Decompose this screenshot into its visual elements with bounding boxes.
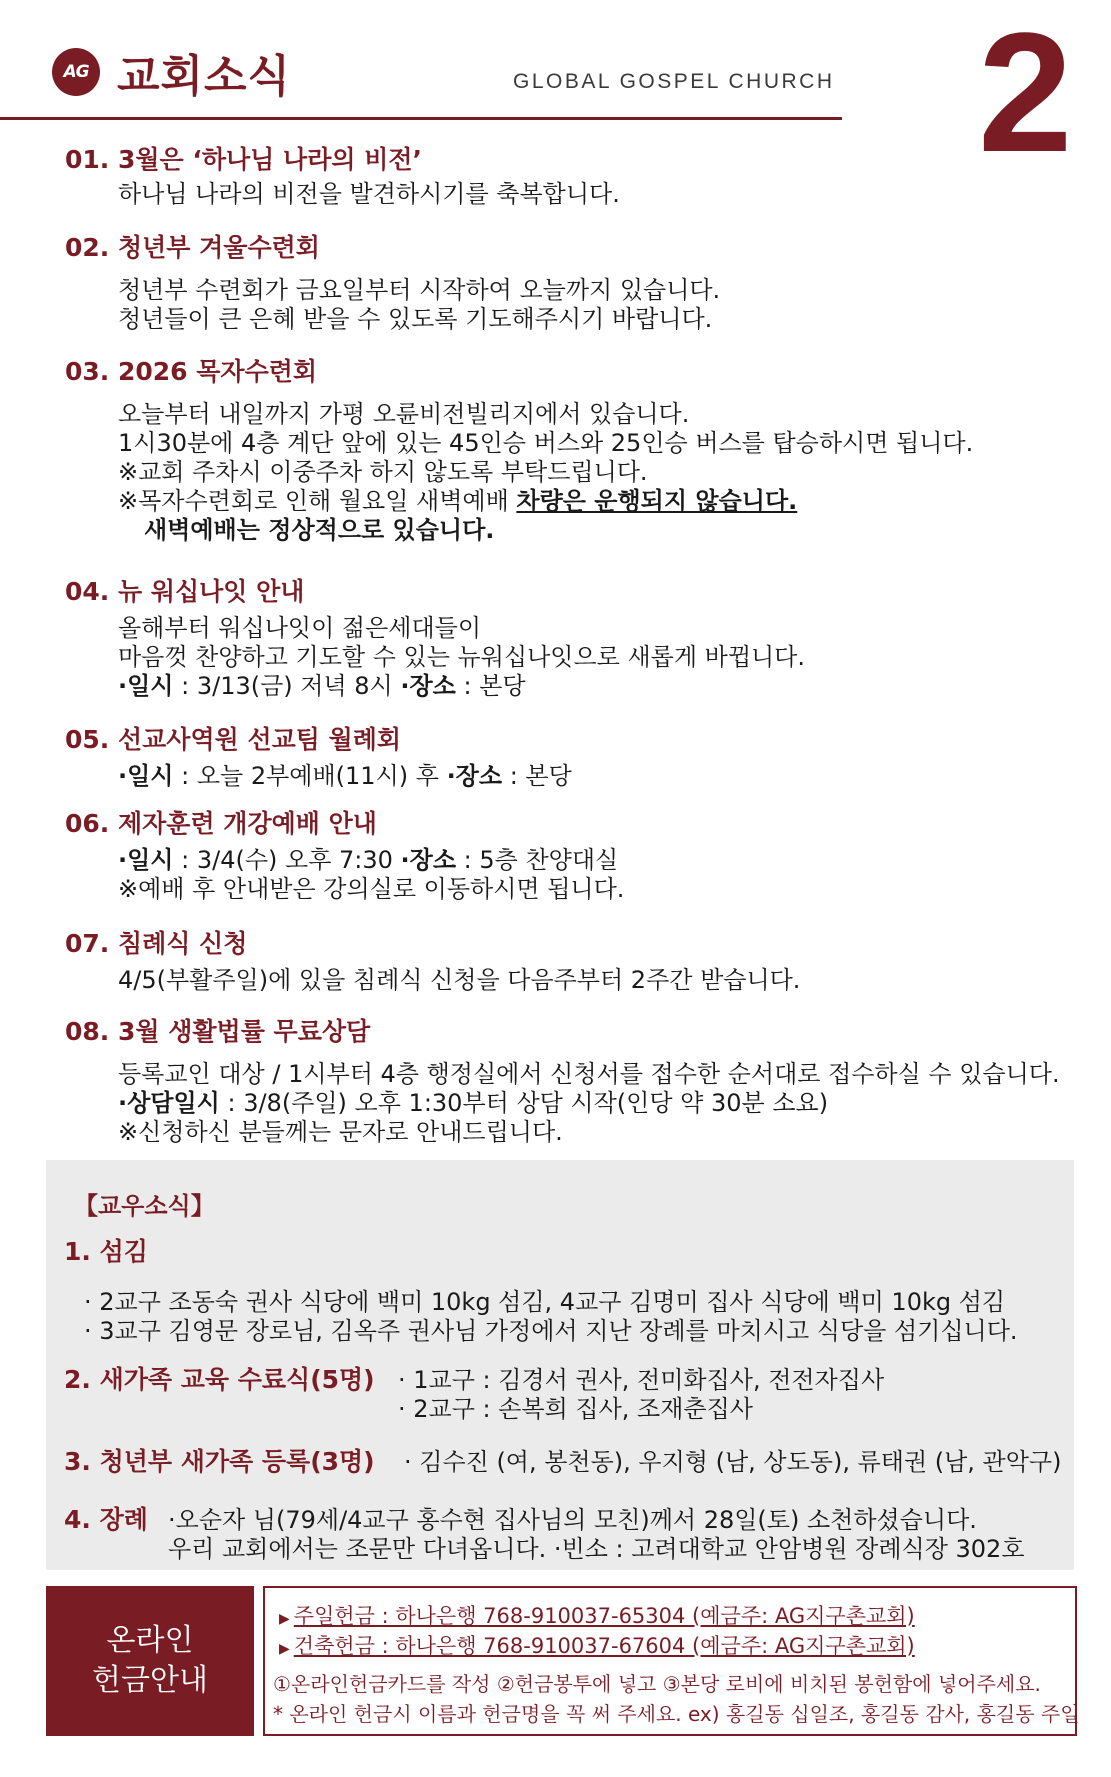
announcement-text: 1시30분에 4층 계단 앞에 있는 45인승 버스와 25인승 버스를 탑승하시면 됩니다. xyxy=(118,429,974,457)
news-line: 우리 교회에서는 조문만 다녀옵니다. ·빈소 : 고려대학교 안암병원 장례식장 302호 xyxy=(168,1535,1025,1563)
member-news-heading: 【교우소식】 xyxy=(74,1192,215,1220)
online-giving-box xyxy=(263,1586,1080,1736)
announcement-text: ※교회 주차시 이중주차 하지 않도록 부탁드립니다. xyxy=(118,458,648,486)
where-label: ·장소 xyxy=(446,762,503,790)
member-news-box xyxy=(46,1160,1074,1570)
account-building[interactable] xyxy=(279,1630,915,1660)
account-sunday[interactable] xyxy=(279,1600,915,1630)
announcement-title: 05. 선교사역원 선교팀 월례회 xyxy=(65,725,402,754)
when-value: : 3/13(금) 저녁 8시 xyxy=(173,672,401,700)
news-line: · 3교구 김영문 장로님, 김옥주 권사님 가정에서 지난 장례를 마치시고 식당을 섬기십니다. xyxy=(84,1317,1018,1345)
news-line: · 1교구 : 김경서 권사, 전미화집사, 전전자집사 xyxy=(398,1366,885,1394)
account-text: 주일헌금 : 하나은행 768-910037-65304 (예금주: AG지구촌교회) xyxy=(293,1604,915,1628)
consult-label: ·상담일시 xyxy=(118,1089,220,1117)
announcement-title: 07. 침례식 신청 xyxy=(65,929,248,958)
where-value: : 본당 xyxy=(455,672,526,700)
announcement-schedule xyxy=(118,666,526,701)
triangle-right-icon: ▶ xyxy=(279,1611,290,1627)
news-line: ·오순자 님(79세/4교구 홍수현 집사님의 모친)께서 28일(토) 소천하셨습니다. xyxy=(168,1506,977,1534)
announcement-note-line2: 새벽예배는 정상적으로 있습니다. xyxy=(144,516,495,544)
giving-label-line1: 온라인 xyxy=(106,1622,194,1658)
when-label: ·일시 xyxy=(118,762,174,790)
news-section-title: 4. 장례 xyxy=(64,1505,148,1534)
note-prefix: ※목자수련회로 인해 월요일 새벽예배 xyxy=(118,487,517,515)
online-giving-label xyxy=(46,1586,254,1736)
account-text: 건축헌금 : 하나은행 768-910037-67604 (예금주: AG지구촌교회) xyxy=(293,1634,915,1658)
giving-guide: ①온라인헌금카드를 작성 ②헌금봉투에 넣고 ③본당 로비에 비치된 봉헌함에 넣어주세요. xyxy=(273,1672,1041,1696)
consult-value: : 3/8(주일) 오후 1:30부터 상담 시작(인당 약 30분 소요) xyxy=(219,1089,829,1117)
church-logo: AG xyxy=(52,48,100,96)
announcement-title: 01. 3월은 ‘하나님 나라의 비전’ xyxy=(65,145,422,174)
news-line: · 김수진 (여, 봉천동), 우지형 (남, 상도동), 류태권 (남, 관악구) xyxy=(404,1448,1062,1476)
announcement-title: 03. 2026 목자수련회 xyxy=(65,357,318,386)
church-name: GLOBAL GOSPEL CHURCH xyxy=(513,70,835,93)
news-section-title: 1. 섬김 xyxy=(64,1237,148,1266)
announcement-title: 08. 3월 생활법률 무료상담 xyxy=(65,1017,371,1046)
news-line: · 2교구 조동숙 권사 식당에 백미 10kg 섬김, 4교구 김명미 집사 식당에 백미 10kg 섬김 xyxy=(84,1288,1006,1316)
news-section-title: 3. 청년부 새가족 등록(3명) xyxy=(64,1447,375,1476)
announcement-title: 02. 청년부 겨울수련회 xyxy=(65,233,320,262)
note-emphasis: 차량은 운행되지 않습니다. xyxy=(516,487,798,515)
giving-label-line2: 헌금안내 xyxy=(92,1663,208,1698)
announcement-text: 청년들이 큰 은혜 받을 수 있도록 기도해주시기 바랍니다. xyxy=(118,305,713,333)
when-value: : 3/4(수) 오후 7:30 xyxy=(173,846,401,874)
giving-note: * 온라인 헌금시 이름과 헌금명을 꼭 써 주세요. ex) 홍길동 십일조, 홍길동 감사, 홍길동 주일 xyxy=(273,1702,1080,1726)
when-value: : 오늘 2부예배(11시) 후 xyxy=(173,762,447,790)
announcement-title: 06. 제자훈련 개강예배 안내 xyxy=(65,809,377,838)
where-value: : 5층 찬양대실 xyxy=(456,846,619,874)
announcement-text: 올해부터 워십나잇이 젊은세대들이 xyxy=(118,614,482,642)
news-section-title: 2. 새가족 교육 수료식(5명) xyxy=(64,1365,375,1394)
news-line: · 2교구 : 손복희 집사, 조재춘집사 xyxy=(398,1395,753,1423)
page-title: 교회소식 xyxy=(117,51,292,102)
announcement-text: 청년부 수련회가 금요일부터 시작하여 오늘까지 있습니다. xyxy=(118,276,721,304)
announcement-text: ※예배 후 안내받은 강의실로 이동하시면 됩니다. xyxy=(118,875,625,903)
announcement-text: ※신청하신 분들께는 문자로 안내드립니다. xyxy=(118,1118,563,1146)
announcement-schedule xyxy=(118,756,572,791)
when-label: ·일시 xyxy=(118,672,174,700)
announcement-text: 4/5(부활주일)에 있을 침례식 신청을 다음주부터 2주간 받습니다. xyxy=(118,966,801,994)
announcement-text: 등록교인 대상 / 1시부터 4층 행정실에서 신청서를 접수한 순서대로 접수하실 수 있습니다. xyxy=(118,1060,1060,1088)
when-label: ·일시 xyxy=(118,846,174,874)
header-divider xyxy=(0,117,842,120)
where-label: ·장소 xyxy=(400,846,457,874)
page-number: 2 xyxy=(978,0,1073,188)
where-value: : 본당 xyxy=(502,762,572,790)
announcement-text: 하나님 나라의 비전을 발견하시기를 축복합니다. xyxy=(118,180,620,208)
triangle-right-icon: ▶ xyxy=(279,1641,290,1657)
where-label: ·장소 xyxy=(400,672,456,700)
announcement-text: 마음껏 찬양하고 기도할 수 있는 뉴워십나잇으로 새롭게 바뀝니다. xyxy=(118,643,805,671)
announcement-text: 오늘부터 내일까지 가평 오륜비전빌리지에서 있습니다. xyxy=(118,400,690,428)
announcement-title: 04. 뉴 워십나잇 안내 xyxy=(65,577,305,606)
